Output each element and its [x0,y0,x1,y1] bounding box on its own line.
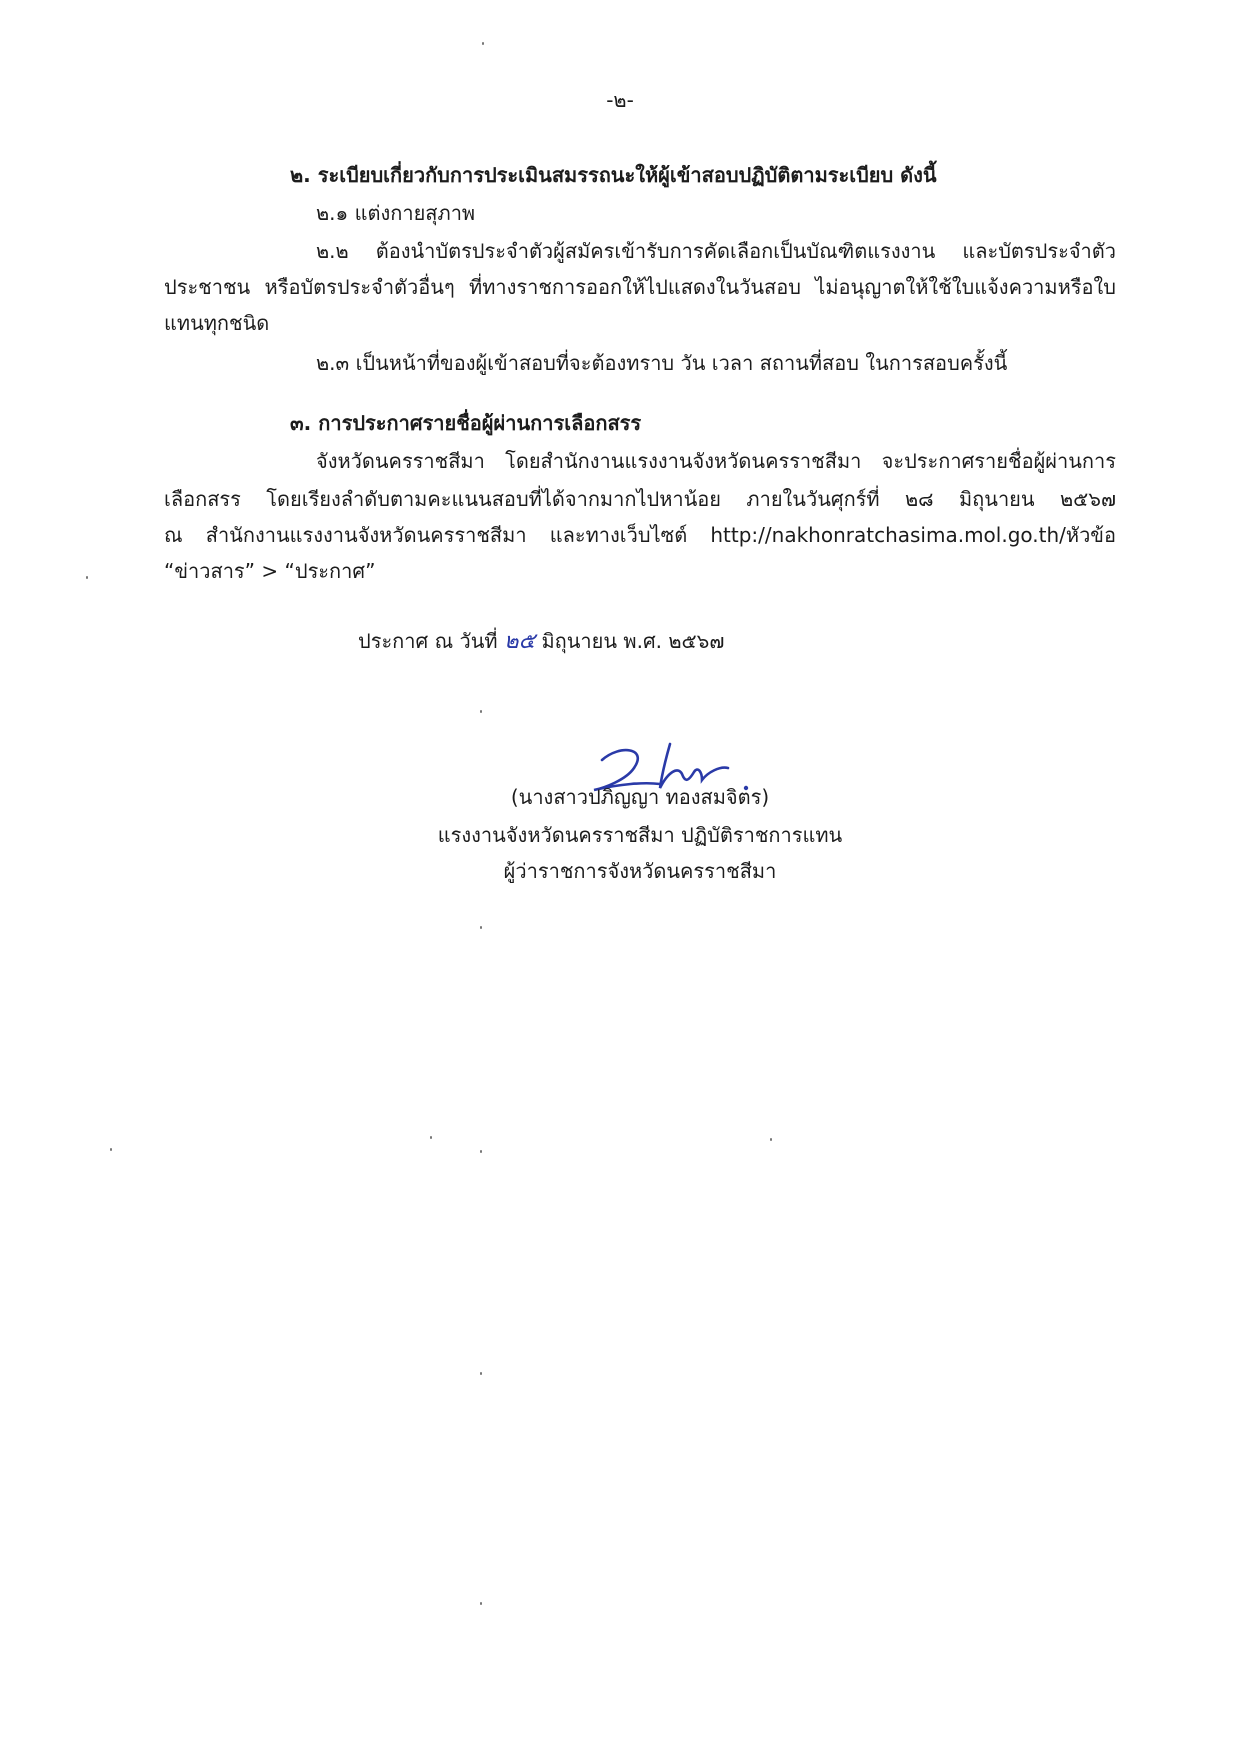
scan-speck [86,576,88,579]
scan-speck [482,42,484,45]
announcement-day-handwritten: ๒๕ [503,629,536,654]
section-3-line-1: จังหวัดนครราชสีมา โดยสำนักงานแรงงานจังหวัดนครราชสีมา จะประกาศรายชื่อผู้ผ่านการ [316,449,1116,473]
scan-speck [480,926,482,929]
signatory-position-line-1: แรงงานจังหวัดนครราชสีมา ปฏิบัติราชการแทน [437,823,843,847]
announcement-prefix: ประกาศ ณ วันที่ [358,629,498,653]
scan-speck [430,1136,432,1139]
scan-speck [480,1372,482,1375]
signatory-name: (นางสาวปภิญญา ทองสมจิตร) [510,785,770,809]
section-2-item-1: ๒.๑ แต่งกายสุภาพ [316,201,476,225]
section-2-item-2-line-1: ๒.๒ ต้องนำบัตรประจำตัวผู้สมัครเข้ารับการคัดเลือกเป็นบัณฑิตแรงงาน และบัตรประจำตัว [316,239,1116,263]
scan-speck [480,710,482,713]
announcement-suffix: มิถุนายน พ.ศ. ๒๕๖๗ [541,629,725,653]
section-2-heading: ๒. ระเบียบเกี่ยวกับการประเมินสมรรถนะให้ผู้เข้าสอบปฏิบัติตามระเบียบ ดังนี้ [290,163,937,187]
scan-speck [480,1150,482,1153]
page-number: -๒- [606,88,634,112]
section-2-item-2-line-3: แทนทุกชนิด [164,311,270,335]
scan-speck [110,1148,112,1151]
section-3-heading: ๓. การประกาศรายชื่อผู้ผ่านการเลือกสรร [290,411,642,435]
announcement-date [358,628,724,655]
signatory-position-line-2: ผู้ว่าราชการจังหวัดนครราชสีมา [503,859,777,883]
scan-speck [770,1138,772,1141]
section-3-line-3: ณ สำนักงานแรงงานจังหวัดนครราชสีมา และทางเว็บไซต์ http://nakhonratchasima.mol.go.th/หัวข้อ [164,523,1116,547]
section-3-line-4: “ข่าวสาร” > “ประกาศ” [164,559,376,583]
scan-speck [480,1602,482,1605]
section-2-item-2-line-2: ประชาชน หรือบัตรประจำตัวอื่นๆ ที่ทางราชการออกให้ไปแสดงในวันสอบ ไม่อนุญาตให้ใช้ใบแจ้งความหรือใบ [164,275,1116,299]
section-2-item-3: ๒.๓ เป็นหน้าที่ของผู้เข้าสอบที่จะต้องทราบ วัน เวลา สถานที่สอบ ในการสอบครั้งนี้ [316,351,1008,375]
section-3-line-2: เลือกสรร โดยเรียงลำดับตามคะแนนสอบที่ได้จากมากไปหาน้อย ภายในวันศุกร์ที่ ๒๘ มิถุนายน ๒๕๖๗ [164,487,1116,511]
